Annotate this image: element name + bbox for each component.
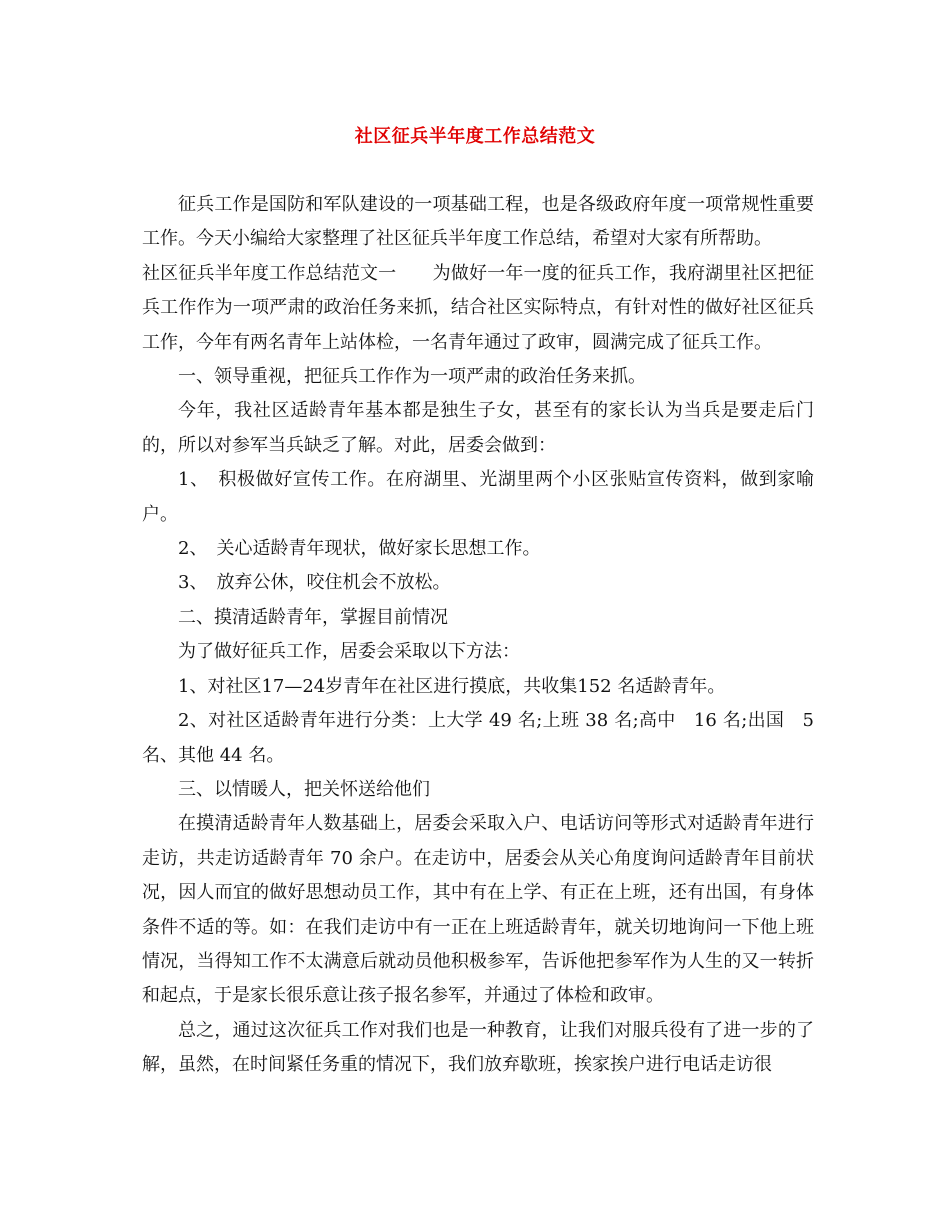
paragraph-methods: 为了做好征兵工作，居委会采取以下方法： (178, 641, 520, 663)
paragraph-intro: 征兵工作是国防和军队建设的一项基础工程，也是各级政府年度一项常规性重要工作。今天小编给大家整理了社区征兵半年度工作总结，希望对大家有所帮助。 (142, 194, 814, 250)
paragraph-this-year: 今年，我社区适龄青年基本都是独生子女，甚至有的家长认为当兵是要走后门的，所以对参军当兵缺乏了解。对此，居委会做到： (142, 400, 814, 456)
method-item-1: 1、对社区17—24岁青年在社区进行摸底，共收集152 名适龄青年。 (178, 675, 726, 697)
document-body (142, 188, 814, 1083)
section-heading-one: 一、领导重视，把征兵工作作为一项严肃的政治任务来抓。 (178, 366, 646, 388)
list-item-3: 3、 放弃公休，咬住机会不放松。 (178, 572, 451, 594)
paragraph-conclusion: 总之，通过这次征兵工作对我们也是一种教育，让我们对服兵役有了进一步的了解，虽然，在时间紧任务重的情况下，我们放弃歇班，挨家挨户进行电话走访很 (142, 1019, 814, 1076)
document-title: 社区征兵半年度工作总结范文 (354, 126, 596, 147)
paragraph-visits: 在摸清适龄青年人数基础上，居委会采取入户、电话访问等形式对适龄青年进行走访，共走访适龄青年 70 余户。在走访中，居委会从关心角度询问适龄青年目前状况，因人而宜的做好思想动员工作，其中有在上学、有正在上班，还有出国，有身体条件不适的等。如：在我们走访中有一正在上班适龄青年，就关切地询问一下他上班情况，当得知工作不太满意后就动员他积极参军，告诉他把参军作为人生的又一转折和起点，于是家长很乐意让孩子报名参军，并通过了体检和政审。 (142, 813, 814, 1007)
section-heading-two: 二、摸清适龄青年，掌握目前情况 (178, 606, 448, 628)
method-item-2: 2、对社区适龄青年进行分类：上大学 49 名;上班 38 名;高中 16 名;出国 5 名、其他 44 名。 (142, 710, 814, 766)
list-item-1: 1、 积极做好宣传工作。在府湖里、光湖里两个小区张贴宣传资料，做到家喻户。 (142, 469, 814, 525)
paragraph-sample-one: 社区征兵半年度工作总结范文一 为做好一年一度的征兵工作，我府湖里社区把征兵工作作为一项严肃的政治任务来抓，结合社区实际特点，有针对性的做好社区征兵工作，今年有两名青年上站体检，一名青年通过了政审，圆满完成了征兵工作。 (142, 262, 814, 353)
list-item-2: 2、 关心适龄青年现状，做好家长思想工作。 (178, 538, 541, 560)
section-heading-three: 三、以情暖人，把关怀送给他们 (178, 778, 430, 800)
